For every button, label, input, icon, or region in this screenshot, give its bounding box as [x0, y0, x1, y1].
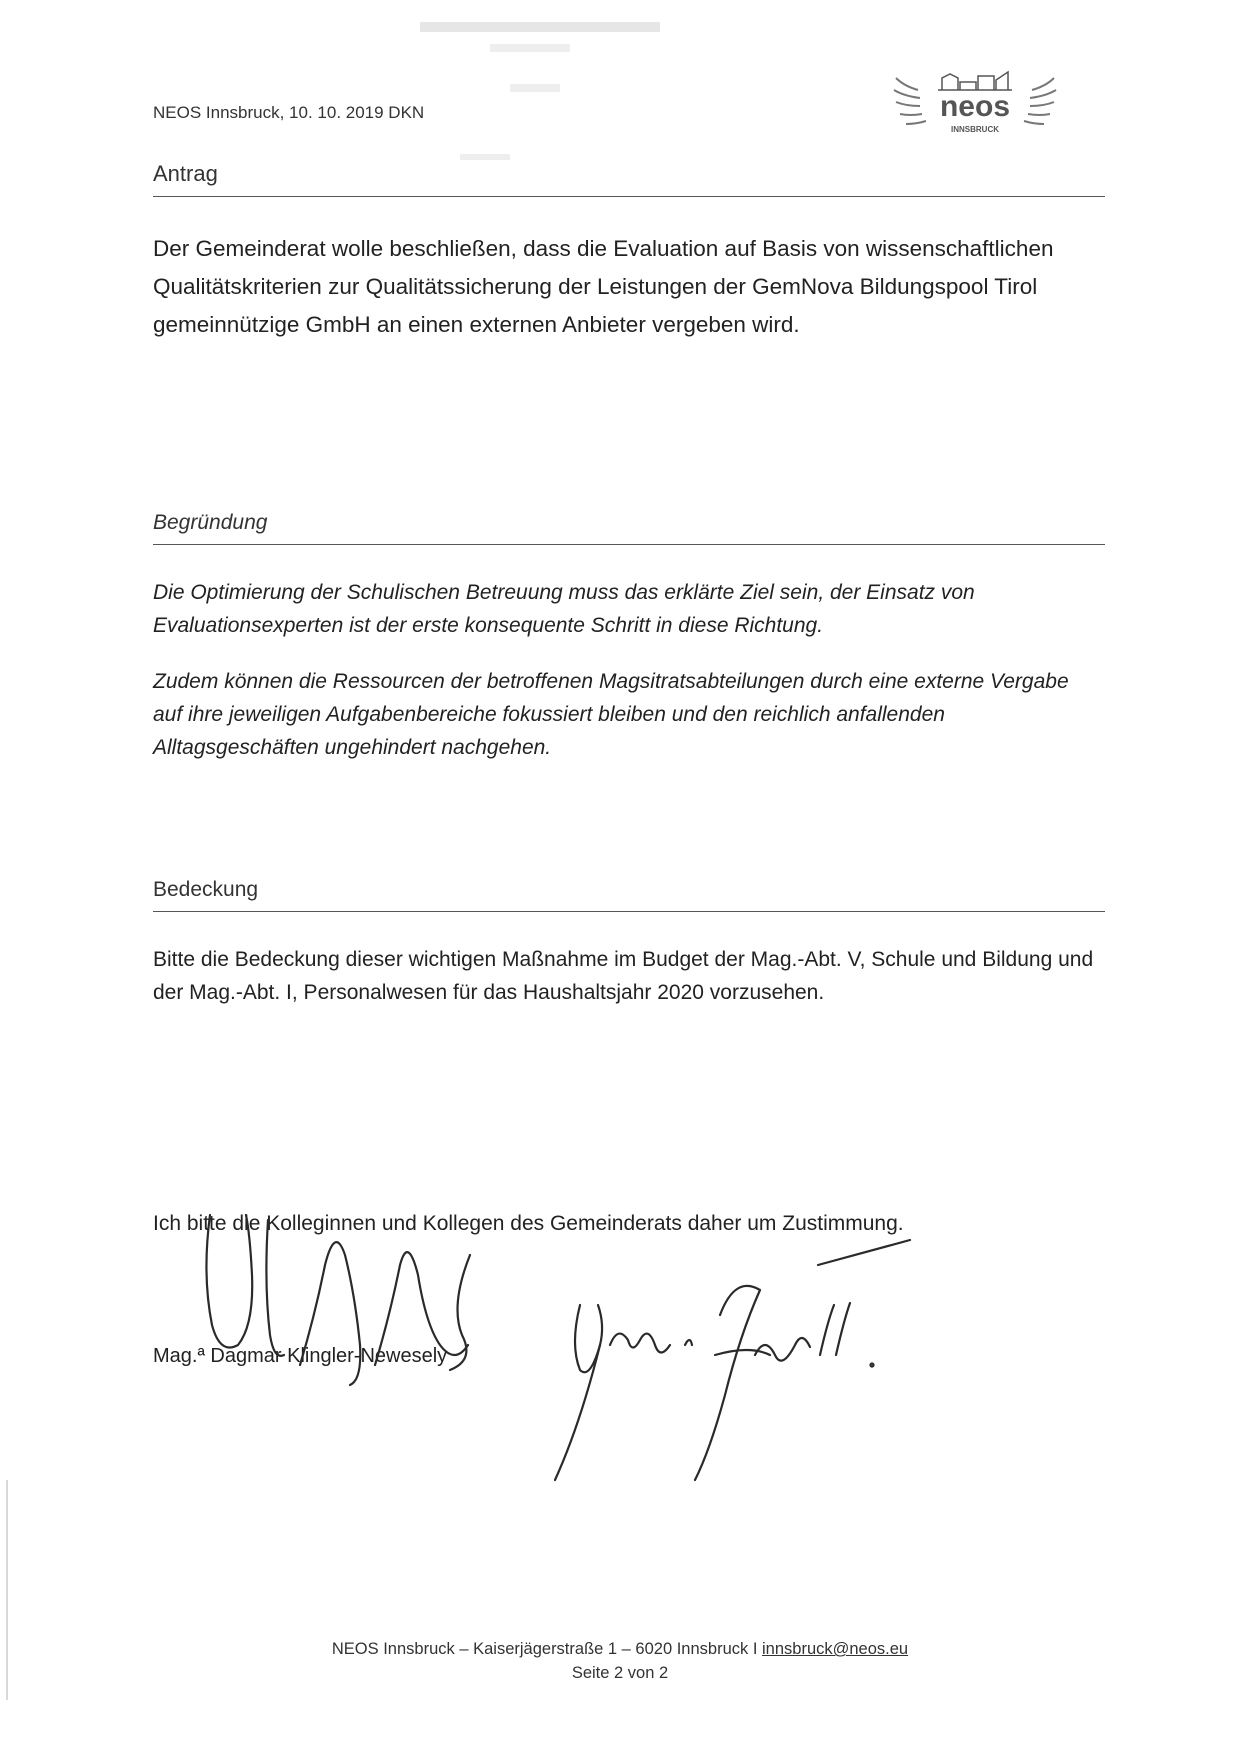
antrag-paragraph: Der Gemeinderat wolle beschließen, dass die Evaluation auf Basis von wissenschaftlichen Qualitätskriterien zur Qualitätssicherung der Leistungen der GemNova Bildungspool Tirol gemeinnützige GmbH an einen externen Anbieter vergeben wird.: [153, 236, 1054, 337]
begruendung-rule: [153, 544, 1105, 545]
scan-artifact: [400, 14, 680, 164]
antrag-title: Antrag: [153, 161, 218, 186]
antrag-text: [153, 230, 1093, 344]
header-date-reference: NEOS Innsbruck, 10. 10. 2019 DKN: [153, 103, 425, 122]
begruendung-title: Begründung: [153, 511, 268, 534]
footer-email-link[interactable]: innsbruck@neos.eu: [762, 1640, 909, 1658]
begruendung-paragraph-1: Die Optimierung der Schulischen Betreuung muss das erklärte Ziel sein, der Einsatz von Evaluationsexperten ist der erste konsequente Schritt in diese Richtung.: [153, 581, 975, 637]
handwritten-signatures: [150, 1195, 950, 1495]
neos-logo: [890, 60, 1060, 140]
bedeckung-text: [153, 943, 1103, 1009]
logo-sub-label: INNSBRUCK: [951, 125, 999, 134]
footer-address-line: [0, 1637, 1240, 1661]
bedeckung-paragraph: Bitte die Bedeckung dieser wichtigen Maßnahme im Budget der Mag.-Abt. V, Schule und Bildung und der Mag.-Abt. I, Personalwesen für das Haushaltsjahr 2020 vorzusehen.: [153, 948, 1094, 1004]
antrag-rule: [153, 196, 1105, 197]
bedeckung-title: Bedeckung: [153, 878, 259, 901]
bedeckung-rule: [153, 911, 1105, 912]
footer-address: NEOS Innsbruck – Kaiserjägerstraße 1 – 6020 Innsbruck I: [331, 1640, 758, 1658]
signer-name: Mag.ª Dagmar Klingler-Newesely: [153, 1345, 448, 1367]
footer-page-number: Seite 2 von 2: [571, 1664, 669, 1682]
closing-request: Ich bitte die Kolleginnen und Kollegen des Gemeinderats daher um Zustimmung.: [153, 1212, 904, 1235]
begruendung-text: [153, 576, 1103, 764]
logo-wordmark: neos: [939, 90, 1011, 123]
begruendung-paragraph-2: Zudem können die Ressourcen der betroffenen Magsitratsabteilungen durch eine externe Vergabe auf ihre jeweiligen Aufgabenbereiche fokussiert bleiben und den reichlich anfallenden Alltagsgeschäften ungehindert nachgehen.: [153, 670, 1069, 759]
footer: [0, 1637, 1240, 1685]
